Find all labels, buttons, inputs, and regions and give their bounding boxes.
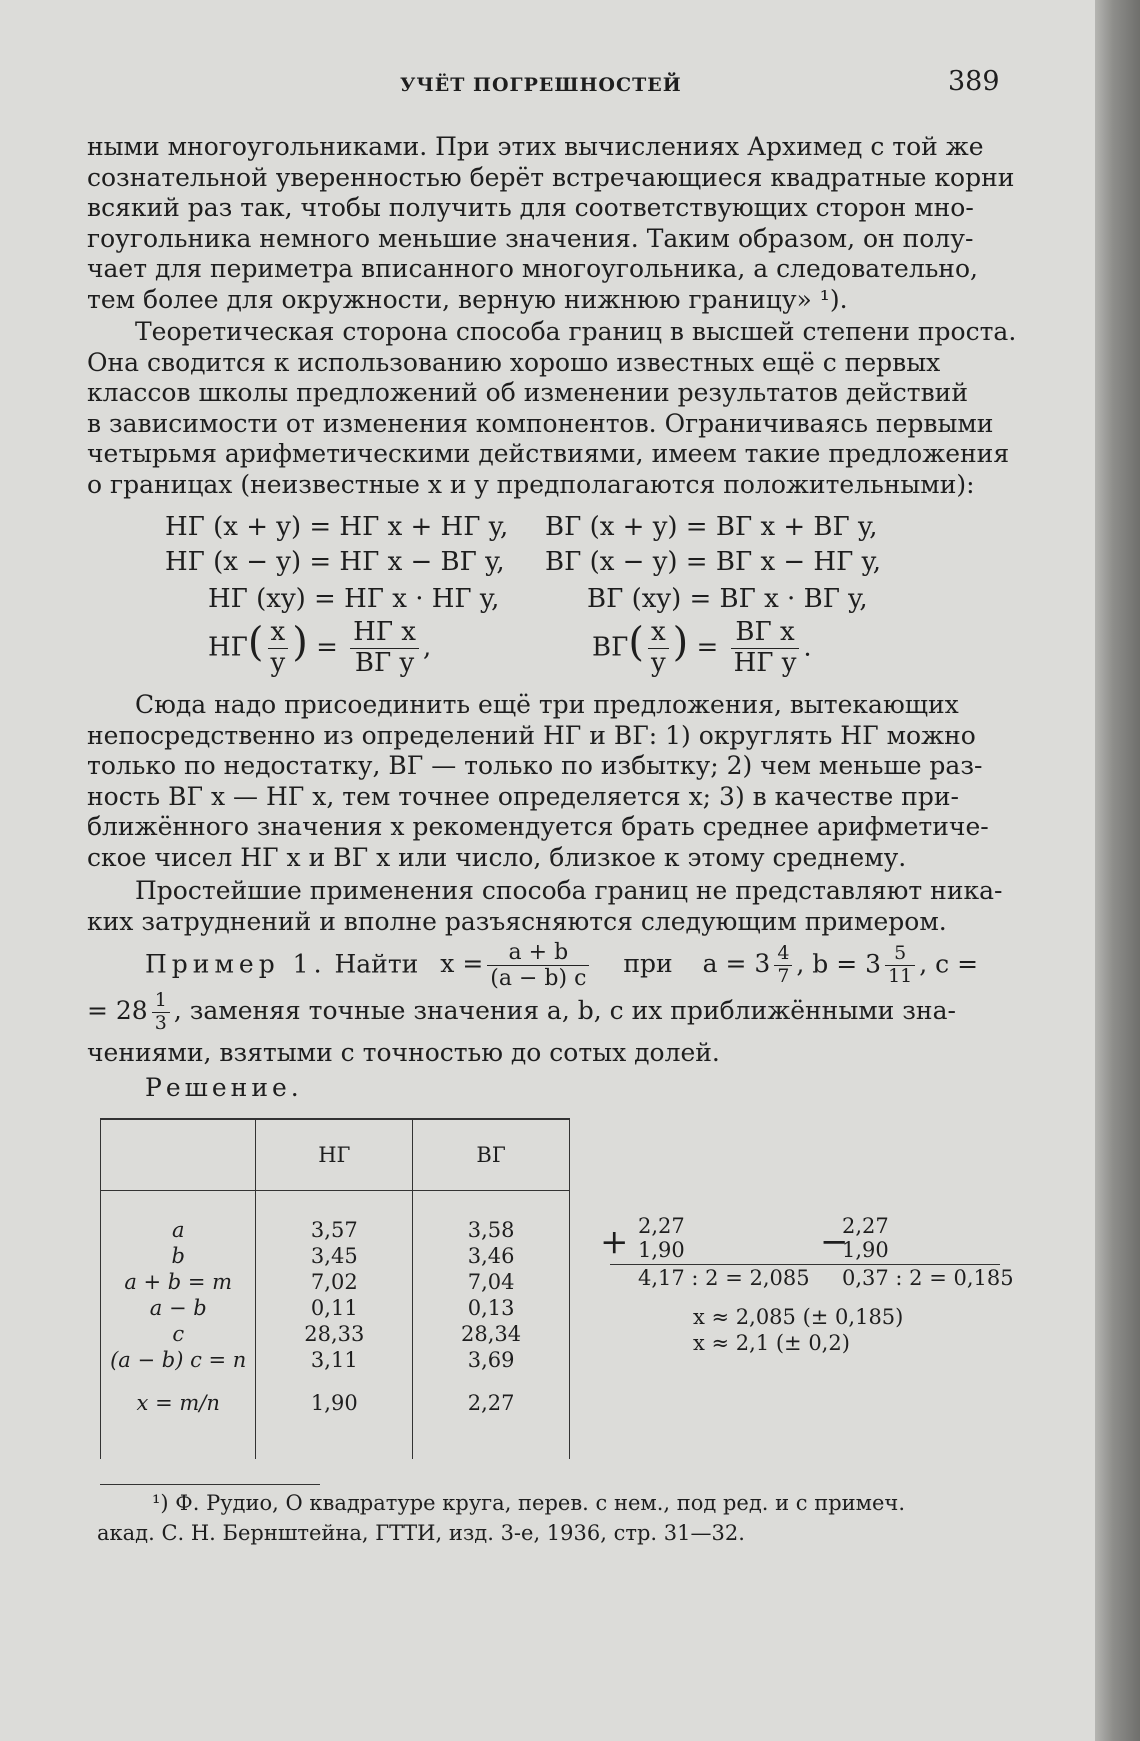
text-line: сознательной уверенностью берёт встречающиеся квадратные корни — [87, 162, 1015, 192]
denominator: y — [650, 647, 666, 678]
cell-upper: 3,46 — [413, 1243, 570, 1269]
table-spacer-row — [101, 1433, 570, 1459]
book-spine-shadow — [1095, 0, 1140, 1741]
table-row — [101, 1295, 570, 1321]
running-header: УЧЁТ ПОГРЕШНОСТЕЙ — [400, 74, 682, 96]
formula-upper-quotient — [592, 618, 812, 679]
formula-lower-sum: НГ (x + y) = НГ x + НГ y, — [165, 512, 509, 542]
formula-lower-diff: НГ (x − y) = НГ x − ВГ y, — [165, 547, 505, 577]
table-row — [101, 1321, 570, 1347]
x-equals: x = — [440, 949, 484, 979]
sum-result: 4,17 : 2 = 2,085 — [638, 1266, 810, 1290]
footnote-rule — [100, 1484, 320, 1485]
paragraph-archimedes — [87, 132, 1015, 316]
fraction-x-definition — [487, 940, 589, 992]
text-line: ными многоугольниками. При этих вычислениях Архимед с той же — [87, 132, 984, 161]
example-label: Пример 1. — [145, 949, 327, 979]
row-label: a — [101, 1217, 256, 1243]
b-equals: , b = 3 — [796, 949, 882, 979]
text-line: ское чисел НГ x и ВГ x или число, близкое к этому среднему. — [87, 842, 907, 872]
fraction-bounds — [350, 618, 419, 679]
page-number: 389 — [948, 66, 1000, 97]
header-cell-upper: ВГ — [413, 1119, 570, 1191]
text-line: тем более для окружности, верную нижнюю границу» ¹). — [87, 284, 848, 314]
cell-lower: 3,57 — [256, 1217, 413, 1243]
cell-lower: 3,11 — [256, 1347, 413, 1373]
denominator: y — [270, 647, 286, 678]
denominator: ВГ y — [354, 647, 415, 678]
example-rest: , заменяя точные значения a, b, c их приближёнными зна- — [173, 995, 956, 1025]
cell-upper: 7,04 — [413, 1269, 570, 1295]
cell-upper: 2,27 — [413, 1373, 570, 1433]
cell-upper: 28,34 — [413, 1321, 570, 1347]
text-line: ких затруднений и вполне разъясняются следующим примером. — [87, 906, 947, 936]
calc-rule — [610, 1264, 1000, 1265]
minus-sign: − — [820, 1222, 849, 1262]
table-row — [101, 1347, 570, 1373]
footnote-line: ¹) Ф. Рудио, О квадратуре круга, перев. с нем., под ред. и с примеч. — [152, 1491, 905, 1515]
a-equals: a = 3 — [702, 949, 771, 979]
paragraph-applications — [87, 876, 1003, 937]
c-value: = 28 — [87, 995, 148, 1025]
denominator: 7 — [777, 965, 790, 988]
equals-sign: = — [688, 632, 727, 663]
fraction-c — [152, 990, 170, 1035]
denominator: 3 — [154, 1011, 167, 1034]
equals-sign: = — [307, 632, 347, 663]
example-statement — [145, 940, 978, 992]
fraction-x-over-y — [268, 618, 289, 679]
find-word: Найти — [334, 949, 419, 979]
fraction-bounds — [731, 618, 800, 679]
numerator: НГ x — [350, 618, 419, 649]
text-line: ность ВГ x — НГ x, тем точнее определяется x; 3) в качестве при- — [87, 781, 959, 811]
diff-bottom: 1,90 — [842, 1238, 889, 1262]
table-row — [101, 1373, 570, 1433]
text-line: Теоретическая сторона способа границ в высшей степени проста. — [135, 317, 1017, 346]
denominator: 11 — [888, 965, 913, 988]
numerator: 1 — [152, 990, 170, 1013]
cell-lower: 1,90 — [256, 1373, 413, 1433]
formula-upper-diff: ВГ (x − y) = ВГ x − НГ y, — [545, 547, 882, 577]
formula-lower-product: НГ (xy) = НГ x · НГ y, — [208, 584, 500, 614]
table-row — [101, 1269, 570, 1295]
cell-lower: 3,45 — [256, 1243, 413, 1269]
sum-bottom: 1,90 — [638, 1238, 685, 1262]
cell-upper: 3,58 — [413, 1217, 570, 1243]
formula-upper-sum: ВГ (x + y) = ВГ x + ВГ y, — [545, 512, 878, 542]
bounds-table — [100, 1118, 570, 1459]
paren-close: ) — [292, 619, 308, 666]
solution-label: Решение. — [145, 1073, 303, 1102]
header-cell-empty — [101, 1119, 256, 1191]
text-line: гоугольника немного меньшие значения. Таким образом, он полу- — [87, 223, 974, 253]
row-label: b — [101, 1243, 256, 1269]
header-cell-lower: НГ — [256, 1119, 413, 1191]
row-label: c — [101, 1321, 256, 1347]
fraction-b — [885, 943, 915, 988]
row-label: (a − b) c = n — [101, 1347, 256, 1373]
numerator: x — [268, 618, 289, 649]
denominator: (a − b) c — [490, 966, 587, 992]
text-line: Сюда надо присоединить ещё три предложения, вытекающих — [135, 690, 959, 719]
example-statement-end: чениями, взятыми с точностью до сотых долей. — [87, 1038, 720, 1067]
c-equals: , c = — [919, 949, 979, 979]
text-line: всякий раз так, чтобы получить для соответствующих сторон мно- — [87, 193, 974, 223]
row-label: x = m/n — [101, 1373, 256, 1433]
text-line: только по недостатку, ВГ — только по избытку; 2) чем меньше раз- — [87, 751, 983, 781]
example-statement-cont — [87, 990, 956, 1035]
op-lower: НГ — [208, 632, 248, 663]
table-spacer-row — [101, 1191, 570, 1218]
text-line: о границах (неизвестные x и y предполагаются положительными): — [87, 469, 975, 499]
paragraph-theory — [87, 317, 1017, 501]
numerator: 5 — [885, 943, 915, 966]
footnote — [97, 1488, 997, 1548]
cell-upper: 0,13 — [413, 1295, 570, 1321]
text-line: Простейшие применения способа границ не представляют никa- — [135, 876, 1003, 905]
text-line: чает для периметра вписанного многоугольника, а следовательно, — [87, 254, 978, 284]
text-line: непосредственно из определений НГ и ВГ: 1) округлять НГ можно — [87, 720, 976, 750]
plus-sign: + — [600, 1222, 629, 1262]
fraction-x-over-y — [648, 618, 669, 679]
diff-result: 0,37 : 2 = 0,185 — [842, 1266, 1014, 1290]
op-upper: ВГ — [592, 632, 629, 663]
table-row — [101, 1217, 570, 1243]
formula-upper-product: ВГ (xy) = ВГ x · ВГ y, — [587, 584, 868, 614]
cell-lower: 28,33 — [256, 1321, 413, 1347]
text-line: классов школы предложений об изменении результатов действий — [87, 378, 968, 408]
table-row — [101, 1243, 570, 1269]
trailing-punct: . — [803, 632, 812, 663]
sum-top: 2,27 — [638, 1214, 685, 1238]
numerator: x — [648, 618, 669, 649]
row-label: a − b — [101, 1295, 256, 1321]
cell-lower: 0,11 — [256, 1295, 413, 1321]
table-header-row — [101, 1119, 570, 1191]
text-line: ближённого значения x рекомендуется брать среднее арифметиче- — [87, 812, 989, 842]
numerator: a + b — [487, 940, 589, 966]
text-line: в зависимости от изменения компонентов. Ограничиваясь первыми — [87, 408, 994, 438]
cell-upper: 3,69 — [413, 1347, 570, 1373]
paren-open: ( — [628, 619, 644, 666]
paren-open: ( — [247, 619, 264, 666]
fraction-a — [774, 943, 792, 988]
numerator: ВГ x — [731, 618, 800, 649]
when-word: при — [623, 949, 673, 979]
approx-result-1: x ≈ 2,085 (± 0,185) — [693, 1305, 904, 1329]
text-line: Она сводится к использованию хорошо известных ещё с первых — [87, 347, 941, 377]
row-label: a + b = m — [101, 1269, 256, 1295]
numerator: 4 — [774, 943, 792, 966]
diff-top: 2,27 — [842, 1214, 889, 1238]
trailing-punct: , — [422, 632, 432, 663]
paragraph-additional-rules — [87, 690, 997, 874]
cell-lower: 7,02 — [256, 1269, 413, 1295]
formula-lower-quotient — [208, 618, 431, 679]
text-line: четырьмя арифметическими действиями, имеем такие предложения — [87, 439, 1010, 469]
paren-close: ) — [672, 619, 689, 666]
denominator: НГ y — [733, 647, 797, 678]
footnote-line: акад. С. Н. Бернштейна, ГТТИ, изд. 3-е, 1936, стр. 31—32. — [97, 1521, 745, 1545]
approx-result-2: x ≈ 2,1 (± 0,2) — [693, 1331, 850, 1355]
